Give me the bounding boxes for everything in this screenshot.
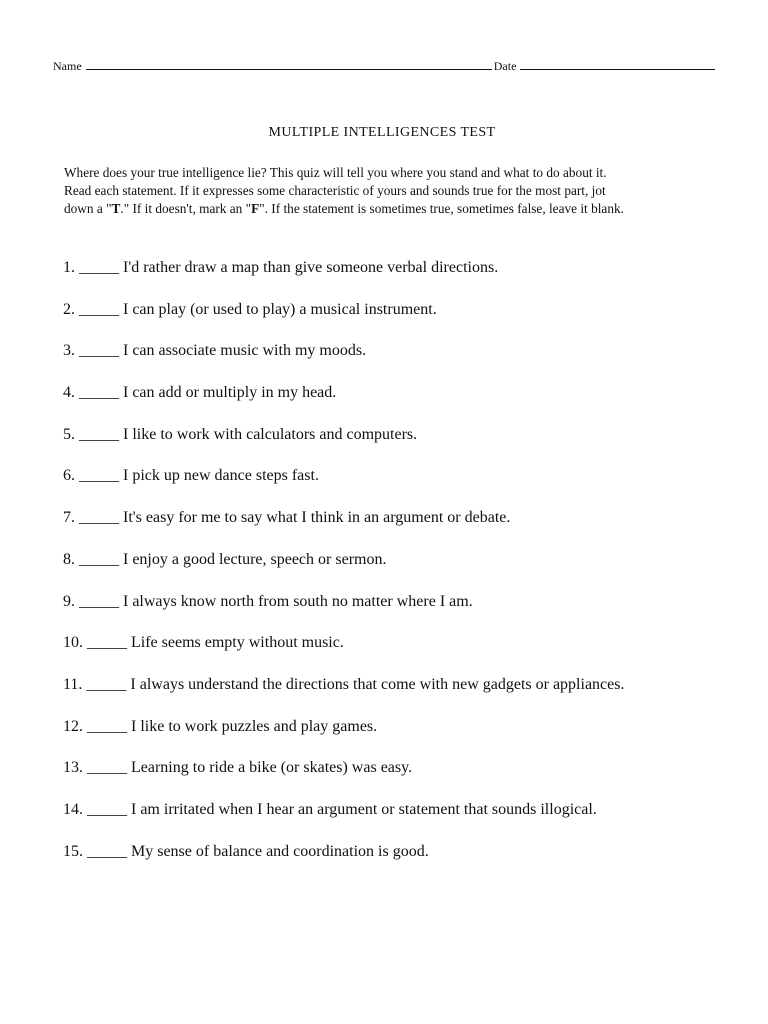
instructions-line-3-b: ." If it doesn't, mark an ": [120, 201, 252, 216]
answer-blank[interactable]: _____: [87, 717, 127, 735]
answer-blank[interactable]: _____: [79, 509, 119, 527]
answer-blank[interactable]: _____: [79, 342, 119, 360]
header-fields: [53, 58, 715, 74]
instructions-line-3-c: ". If the statement is sometimes true, sometimes false, leave it blank.: [259, 201, 624, 216]
statement-list: [63, 257, 743, 882]
answer-blank[interactable]: _____: [87, 842, 127, 860]
item-number: 13.: [63, 759, 83, 777]
item-text: I can add or multiply in my head.: [123, 384, 337, 402]
item-number: 14.: [63, 800, 83, 818]
true-marker: T: [111, 201, 121, 216]
statement-item: [63, 674, 743, 716]
statement-item: [63, 257, 743, 299]
item-text: I always know north from south no matter where I am.: [123, 592, 473, 610]
false-marker: F: [251, 201, 260, 216]
item-number: 5.: [63, 425, 75, 443]
answer-blank[interactable]: _____: [79, 592, 119, 610]
statement-item: [63, 591, 743, 633]
item-number: 15.: [63, 842, 83, 860]
item-text: I'd rather draw a map than give someone verbal directions.: [123, 259, 499, 276]
item-text: Life seems empty without music.: [131, 634, 344, 652]
statement-item: [63, 424, 743, 466]
statement-item: [63, 799, 743, 841]
answer-blank[interactable]: _____: [87, 800, 127, 818]
answer-blank[interactable]: _____: [79, 259, 119, 276]
item-text: I like to work with calculators and computers.: [123, 425, 418, 443]
date-field[interactable]: [520, 58, 715, 70]
item-number: 6.: [63, 467, 75, 485]
statement-item: [63, 841, 743, 883]
statement-item: [63, 549, 743, 591]
statement-item: [63, 382, 743, 424]
instructions-line-3-a: down a ": [64, 201, 112, 216]
answer-blank[interactable]: _____: [86, 675, 127, 693]
item-text: I enjoy a good lecture, speech or sermon.: [123, 550, 387, 568]
item-number: 8.: [63, 550, 75, 568]
name-field[interactable]: [86, 58, 492, 70]
date-label: Date: [493, 59, 517, 73]
answer-blank[interactable]: _____: [79, 467, 119, 485]
item-text: My sense of balance and coordination is good.: [131, 842, 429, 860]
answer-blank[interactable]: _____: [79, 550, 119, 568]
statement-item: [63, 757, 743, 799]
page-title: MULTIPLE INTELLIGENCES TEST: [268, 125, 496, 140]
statement-item: [63, 299, 743, 341]
item-number: 12.: [63, 717, 83, 735]
instructions-line-3: [64, 200, 724, 218]
item-text: I always understand the directions that come with new gadgets or appliances.: [130, 675, 625, 693]
item-text: I like to work puzzles and play games.: [131, 717, 378, 735]
instructions-line-1: Where does your true intelligence lie? This quiz will tell you where you stand and what to do about it.: [64, 165, 607, 180]
item-text: I am irritated when I hear an argument or statement that sounds illogical.: [131, 800, 597, 818]
answer-blank[interactable]: _____: [79, 300, 119, 318]
item-number: 3.: [63, 342, 75, 360]
item-text: It's easy for me to say what I think in an argument or debate.: [123, 509, 511, 527]
answer-blank[interactable]: _____: [79, 384, 119, 402]
item-number: 9.: [63, 592, 75, 610]
statement-item: [63, 507, 743, 549]
item-text: I pick up new dance steps fast.: [123, 467, 319, 485]
answer-blank[interactable]: _____: [87, 759, 127, 777]
item-number: 10.: [63, 634, 83, 652]
statement-item: [63, 465, 743, 507]
statement-item: [63, 632, 743, 674]
statement-item: [63, 340, 743, 382]
item-number: 1.: [63, 259, 75, 276]
item-text: Learning to ride a bike (or skates) was easy.: [131, 759, 413, 777]
item-number: 4.: [63, 384, 75, 402]
answer-blank[interactable]: _____: [87, 634, 127, 652]
item-number: 7.: [63, 509, 75, 527]
item-text: I can play (or used to play) a musical instrument.: [123, 300, 437, 318]
statement-item: [63, 716, 743, 758]
instructions-line-2: Read each statement. If it expresses some characteristic of yours and sounds true for the most part, jot: [64, 183, 606, 198]
answer-blank[interactable]: _____: [79, 425, 119, 443]
item-number: 11.: [63, 675, 83, 693]
instructions: [64, 164, 724, 218]
item-text: I can associate music with my moods.: [123, 342, 367, 360]
item-number: 2.: [63, 300, 75, 318]
name-label: Name: [53, 59, 82, 73]
